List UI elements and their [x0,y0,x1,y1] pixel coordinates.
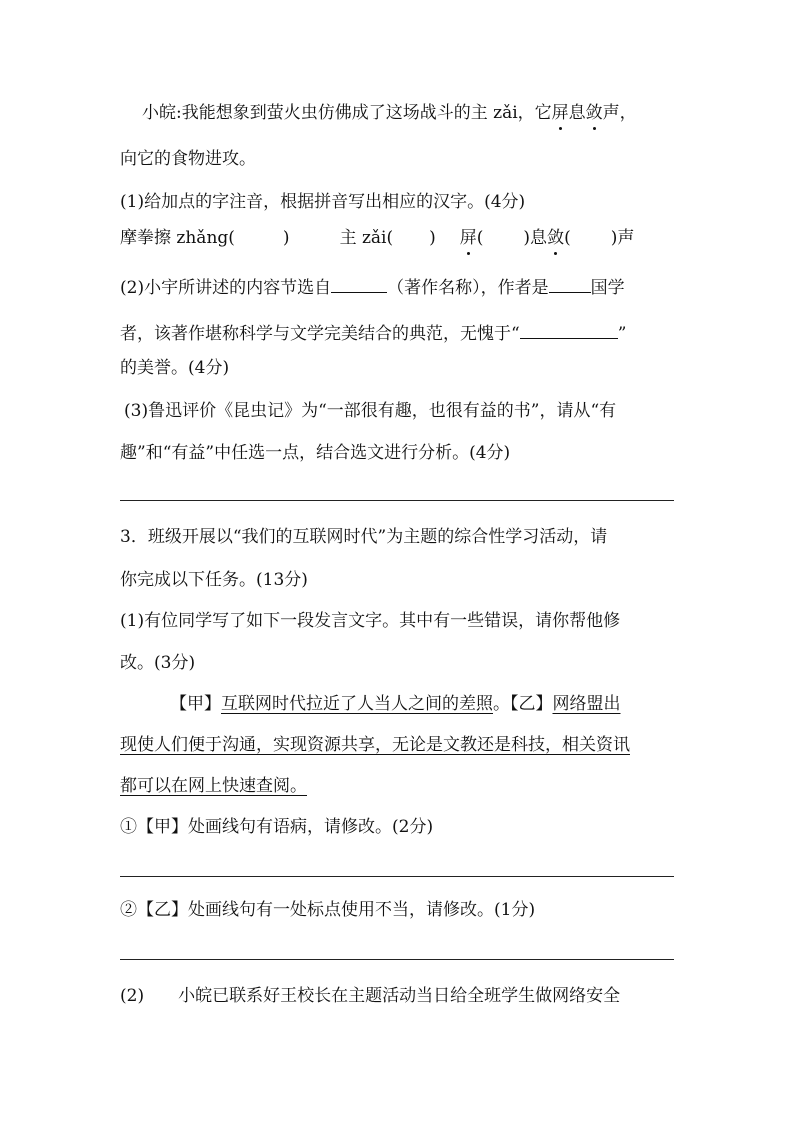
sub2-text: ” [617,324,627,344]
paren-close: ) [429,228,436,248]
q2-passage-line2: 向它的食物进攻。 [120,149,256,169]
author-country-blank[interactable] [549,276,591,293]
paren-open: ( [476,228,484,248]
q2-passage-line1 [142,102,637,124]
paren-open: ( [564,228,571,248]
dotted-char-ping: 屏 [459,228,477,248]
sub2-text: （著作名称），作者是 [387,278,549,298]
item-zhang: 摩拳擦 zhǎng( [120,228,235,248]
q3-line1: 3．班级开展以“我们的互联网时代”为主题的综合性学习活动，请 [120,527,608,547]
q3-paragraph-line1 [170,693,621,715]
underlined-sentence-yi: 网络盟出 [552,694,621,714]
item-zai: 主 zǎi( [339,228,394,248]
q3-paragraph-line2 [120,734,630,756]
underlined-sentence-yi: 现使人们便于沟通，实现资源共享，无论是文教还是科技，相关资讯 [120,735,630,755]
sub2-text: 者，该著作堪称科学与文学完美结合的典范，无愧于“ [120,324,520,344]
underlined-sentence-jia: 互联网时代拉近了人当人之间的差照 [221,694,493,714]
q3-sub2 [120,985,620,1007]
underlined-sentence-yi: 都可以在网上快速查阅。 [120,776,307,796]
answer-line[interactable] [120,500,674,501]
q2-sub3-line1: (3)鲁迅评价《昆虫记》为“一部很有趣，也很有益的书”，请从“有 [124,401,617,421]
label-yi: 。【乙】 [493,694,553,714]
item-sheng: )声 [610,228,635,248]
q2-sub2-line1 [120,276,625,299]
sub2-text: 国学 [590,278,625,298]
passage-text: 小皖:我能想象到萤火虫仿佛成了这场战斗的主 zǎi，它 [142,103,552,123]
q3-sub1-line1: (1)有位同学写了如下一段发言文字。其中有一些错误，请你帮他修 [120,611,621,631]
item-xi: )息 [523,228,548,248]
q3-task2: ②【乙】处画线句有一处标点使用不当，请修改。(1分) [120,900,536,920]
sub2-number: (2) [120,986,145,1006]
q2-sub3-line2: 趣”和“有益”中任选一点，结合选文进行分析。(4分) [120,443,511,463]
dotted-char-lian: 敛 [585,103,603,123]
paren-close: ) [282,228,290,248]
dotted-char-lian: 敛 [547,228,565,248]
q3-line2: 你完成以下任务。(13分) [120,570,308,590]
answer-line[interactable] [120,959,674,960]
dotted-char-ping: 屏 [551,103,569,123]
answer-line[interactable] [120,876,674,877]
sub2-text: 小皖已联系好王校长在主题活动当日给全班学生做网络安全 [178,986,621,1006]
book-title-blank[interactable] [331,276,387,293]
q2-sub2-line3: 的美誉。(4分) [120,358,230,378]
passage-text: 息 [568,103,586,123]
passage-text: 声， [602,103,637,123]
sub2-text: (2)小宇所讲述的内容节选自 [120,278,332,298]
q2-sub1-items [120,227,634,249]
q2-sub1-title: (1)给加点的字注音，根据拼音写出相应的汉字。(4分) [120,192,526,212]
q2-sub2-line2 [120,322,626,345]
reputation-blank[interactable] [520,322,618,339]
q3-paragraph-line3 [120,775,307,797]
q3-sub1-line2: 改。(3分) [120,653,196,673]
label-jia: 【甲】 [170,694,221,714]
q3-task1: ①【甲】处画线句有语病，请修改。(2分) [120,817,434,837]
